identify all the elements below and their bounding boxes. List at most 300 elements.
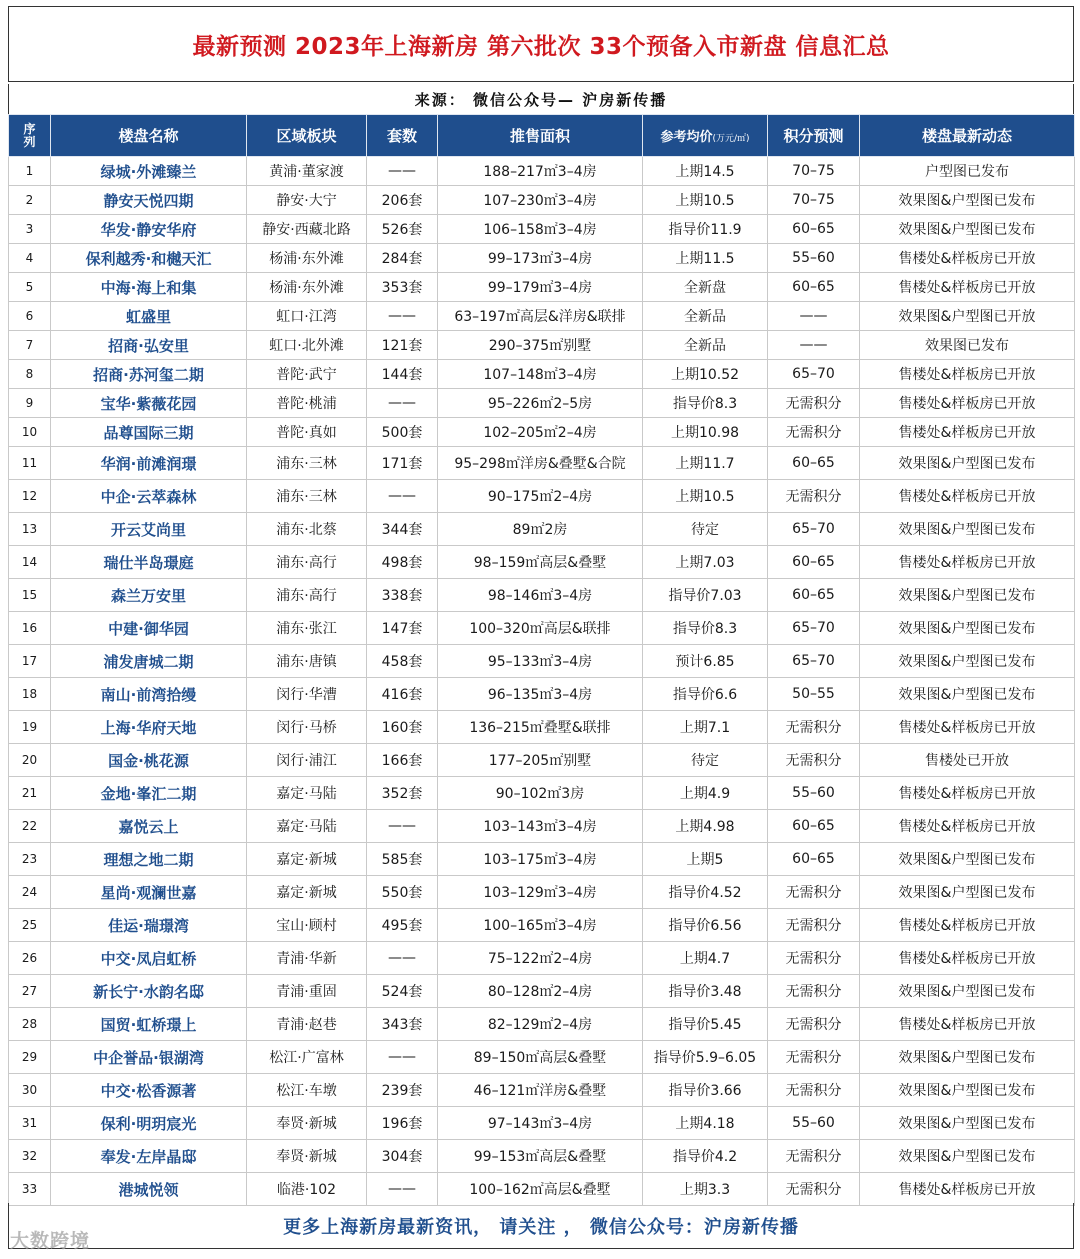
cell-area: 89–150㎡高层&叠墅: [438, 1041, 643, 1074]
cell-status: 效果图&户型图已发布: [860, 1074, 1075, 1107]
cell-district: 浦东·北蔡: [247, 513, 367, 546]
cell-price: 待定: [643, 744, 768, 777]
cell-district: 奉贤·新城: [247, 1140, 367, 1173]
title-box: [8, 6, 1074, 82]
cell-score: 50–55: [768, 678, 860, 711]
cell-score: 无需积分: [768, 1140, 860, 1173]
cell-no: 27: [9, 975, 51, 1008]
cell-no: 3: [9, 215, 51, 244]
cell-price: 指导价11.9: [643, 215, 768, 244]
cell-name: 静安天悦四期: [51, 186, 247, 215]
cell-status: 效果图&户型图已发布: [860, 186, 1075, 215]
cell-name: 理想之地二期: [51, 843, 247, 876]
cell-no: 31: [9, 1107, 51, 1140]
table-row: [9, 186, 1075, 215]
cell-units: ——: [367, 810, 438, 843]
table-row: [9, 975, 1075, 1008]
cell-area: 188–217㎡3–4房: [438, 157, 643, 186]
cell-area: 89㎡2房: [438, 513, 643, 546]
header-status: 楼盘最新动态: [860, 115, 1075, 157]
cell-units: 166套: [367, 744, 438, 777]
cell-name: 华发·静安华府: [51, 215, 247, 244]
cell-score: 70–75: [768, 157, 860, 186]
cell-name: 港城悦领: [51, 1173, 247, 1206]
cell-district: 青浦·赵巷: [247, 1008, 367, 1041]
cell-status: 效果图&户型图已发布: [860, 645, 1075, 678]
cell-no: 8: [9, 360, 51, 389]
cell-no: 16: [9, 612, 51, 645]
table-row: [9, 157, 1075, 186]
cell-units: ——: [367, 157, 438, 186]
cell-name: 浦发唐城二期: [51, 645, 247, 678]
cell-name: 中建·御华园: [51, 612, 247, 645]
table-row: [9, 513, 1075, 546]
cell-status: 效果图&户型图已发布: [860, 1107, 1075, 1140]
cell-price: 上期10.52: [643, 360, 768, 389]
cell-status: 效果图&户型图已发布: [860, 678, 1075, 711]
cell-units: 524套: [367, 975, 438, 1008]
cell-area: 98–159㎡高层&叠墅: [438, 546, 643, 579]
cell-score: 65–70: [768, 360, 860, 389]
cell-area: 46–121㎡洋房&叠墅: [438, 1074, 643, 1107]
cell-units: 416套: [367, 678, 438, 711]
cell-area: 103–129㎡3–4房: [438, 876, 643, 909]
cell-status: 户型图已发布: [860, 157, 1075, 186]
cell-units: 171套: [367, 447, 438, 480]
cell-status: 售楼处&样板房已开放: [860, 1173, 1075, 1206]
cell-name: 国贸·虹桥璟上: [51, 1008, 247, 1041]
header-name: 楼盘名称: [51, 115, 247, 157]
cell-area: 102–205㎡2–4房: [438, 418, 643, 447]
cell-name: 中企·云萃森林: [51, 480, 247, 513]
cell-status: 效果图&户型图已发布: [860, 843, 1075, 876]
cell-status: 效果图&户型图已开放: [860, 302, 1075, 331]
cell-area: 90–175㎡2–4房: [438, 480, 643, 513]
cell-units: ——: [367, 1173, 438, 1206]
cell-status: 效果图&户型图已发布: [860, 447, 1075, 480]
cell-price: 指导价4.2: [643, 1140, 768, 1173]
cell-district: 临港·102: [247, 1173, 367, 1206]
table-row: [9, 302, 1075, 331]
cell-area: 103–143㎡3–4房: [438, 810, 643, 843]
cell-status: 效果图&户型图已发布: [860, 876, 1075, 909]
cell-no: 33: [9, 1173, 51, 1206]
cell-units: 144套: [367, 360, 438, 389]
cell-no: 29: [9, 1041, 51, 1074]
cell-score: 65–70: [768, 645, 860, 678]
cell-units: 352套: [367, 777, 438, 810]
cell-status: 售楼处&样板房已开放: [860, 546, 1075, 579]
cell-no: 20: [9, 744, 51, 777]
cell-score: 60–65: [768, 273, 860, 302]
cell-score: 无需积分: [768, 711, 860, 744]
cell-area: 100–162㎡高层&叠墅: [438, 1173, 643, 1206]
cell-name: 金地·峯汇二期: [51, 777, 247, 810]
cell-price: 上期7.1: [643, 711, 768, 744]
cell-price: 指导价3.48: [643, 975, 768, 1008]
cell-units: 196套: [367, 1107, 438, 1140]
cell-no: 28: [9, 1008, 51, 1041]
table-row: [9, 215, 1075, 244]
cell-name: 中交·凤启虹桥: [51, 942, 247, 975]
cell-score: 无需积分: [768, 1173, 860, 1206]
cell-score: 无需积分: [768, 418, 860, 447]
table-row: [9, 1008, 1075, 1041]
cell-name: 保利越秀·和樾天汇: [51, 244, 247, 273]
table-row: [9, 876, 1075, 909]
cell-score: 无需积分: [768, 744, 860, 777]
cell-area: 75–122㎡2–4房: [438, 942, 643, 975]
cell-name: 中交·松香源著: [51, 1074, 247, 1107]
cell-status: 效果图已发布: [860, 331, 1075, 360]
cell-score: 无需积分: [768, 942, 860, 975]
table-row: [9, 546, 1075, 579]
header-area: 推售面积: [438, 115, 643, 157]
cell-price: 指导价6.56: [643, 909, 768, 942]
table-row: [9, 777, 1075, 810]
table-row: [9, 843, 1075, 876]
table-row: [9, 418, 1075, 447]
cell-district: 黄浦·董家渡: [247, 157, 367, 186]
cell-score: 55–60: [768, 244, 860, 273]
cell-district: 普陀·桃浦: [247, 389, 367, 418]
cell-status: 售楼处&样板房已开放: [860, 244, 1075, 273]
source-line: 来源： 微信公众号— 沪房新传播: [8, 84, 1074, 114]
cell-no: 13: [9, 513, 51, 546]
cell-no: 9: [9, 389, 51, 418]
cell-price: 上期10.5: [643, 186, 768, 215]
cell-score: 60–65: [768, 215, 860, 244]
table-row: [9, 331, 1075, 360]
cell-name: 上海·华府天地: [51, 711, 247, 744]
cell-district: 闵行·华漕: [247, 678, 367, 711]
cell-district: 杨浦·东外滩: [247, 273, 367, 302]
table-body: [9, 157, 1075, 1206]
cell-status: 售楼处&样板房已开放: [860, 418, 1075, 447]
cell-price: 上期10.98: [643, 418, 768, 447]
cell-units: 344套: [367, 513, 438, 546]
cell-district: 嘉定·马陆: [247, 810, 367, 843]
cell-price: 指导价5.9–6.05: [643, 1041, 768, 1074]
table-row: [9, 645, 1075, 678]
cell-no: 21: [9, 777, 51, 810]
cell-area: 95–133㎡3–4房: [438, 645, 643, 678]
cell-price: 上期3.3: [643, 1173, 768, 1206]
cell-no: 14: [9, 546, 51, 579]
cell-area: 82–129㎡2–4房: [438, 1008, 643, 1041]
cell-score: 60–65: [768, 579, 860, 612]
cell-area: 95–298㎡洋房&叠墅&合院: [438, 447, 643, 480]
cell-units: 343套: [367, 1008, 438, 1041]
cell-status: 效果图&户型图已发布: [860, 1041, 1075, 1074]
cell-no: 22: [9, 810, 51, 843]
header-row: [9, 115, 1075, 157]
cell-district: 闵行·马桥: [247, 711, 367, 744]
cell-score: 无需积分: [768, 1008, 860, 1041]
cell-status: 售楼处&样板房已开放: [860, 1008, 1075, 1041]
cell-units: 304套: [367, 1140, 438, 1173]
cell-no: 2: [9, 186, 51, 215]
cell-no: 17: [9, 645, 51, 678]
cell-units: 495套: [367, 909, 438, 942]
cell-score: 无需积分: [768, 876, 860, 909]
header-no: 序 列: [9, 115, 51, 157]
header-district: 区域板块: [247, 115, 367, 157]
cell-status: 效果图&户型图已发布: [860, 513, 1075, 546]
table-row: [9, 1140, 1075, 1173]
cell-score: ——: [768, 331, 860, 360]
cell-no: 10: [9, 418, 51, 447]
cell-name: 瑞仕半岛璟庭: [51, 546, 247, 579]
table-row: [9, 1074, 1075, 1107]
cell-score: 无需积分: [768, 909, 860, 942]
cell-price: 指导价3.66: [643, 1074, 768, 1107]
cell-status: 效果图&户型图已发布: [860, 975, 1075, 1008]
cell-district: 嘉定·马陆: [247, 777, 367, 810]
cell-area: 103–175㎡3–4房: [438, 843, 643, 876]
cell-price: 上期7.03: [643, 546, 768, 579]
cell-score: 60–65: [768, 447, 860, 480]
cell-units: 526套: [367, 215, 438, 244]
cell-units: ——: [367, 942, 438, 975]
cell-score: 60–65: [768, 810, 860, 843]
cell-price: 上期4.18: [643, 1107, 768, 1140]
table-row: [9, 480, 1075, 513]
cell-area: 290–375㎡别墅: [438, 331, 643, 360]
cell-name: 森兰万安里: [51, 579, 247, 612]
table-row: [9, 273, 1075, 302]
cell-no: 24: [9, 876, 51, 909]
cell-price: 上期10.5: [643, 480, 768, 513]
cell-score: 60–65: [768, 546, 860, 579]
cell-area: 106–158㎡3–4房: [438, 215, 643, 244]
cell-name: 华润·前滩润璟: [51, 447, 247, 480]
cell-district: 浦东·三林: [247, 480, 367, 513]
cell-area: 98–146㎡3–4房: [438, 579, 643, 612]
cell-area: 99–179㎡3–4房: [438, 273, 643, 302]
header-price: 参考均价(万元/㎡): [643, 115, 768, 157]
cell-district: 青浦·重固: [247, 975, 367, 1008]
cell-area: 96–135㎡3–4房: [438, 678, 643, 711]
cell-district: 浦东·高行: [247, 579, 367, 612]
cell-district: 浦东·高行: [247, 546, 367, 579]
table-row: [9, 612, 1075, 645]
cell-name: 品尊国际三期: [51, 418, 247, 447]
cell-area: 97–143㎡3–4房: [438, 1107, 643, 1140]
cell-area: 107–230㎡3–4房: [438, 186, 643, 215]
cell-district: 青浦·华新: [247, 942, 367, 975]
cell-status: 售楼处&样板房已开放: [860, 810, 1075, 843]
cell-no: 19: [9, 711, 51, 744]
cell-status: 售楼处&样板房已开放: [860, 909, 1075, 942]
cell-no: 25: [9, 909, 51, 942]
cell-units: ——: [367, 480, 438, 513]
cell-price: 上期4.7: [643, 942, 768, 975]
cell-area: 90–102㎡3房: [438, 777, 643, 810]
cell-status: 售楼处&样板房已开放: [860, 273, 1075, 302]
cell-no: 1: [9, 157, 51, 186]
cell-district: 松江·车墩: [247, 1074, 367, 1107]
cell-no: 5: [9, 273, 51, 302]
cell-area: 80–128㎡2–4房: [438, 975, 643, 1008]
cell-name: 招商·苏河玺二期: [51, 360, 247, 389]
listing-table: [8, 114, 1075, 1206]
cell-district: 松江·广富林: [247, 1041, 367, 1074]
cell-no: 11: [9, 447, 51, 480]
cell-units: 550套: [367, 876, 438, 909]
cell-no: 12: [9, 480, 51, 513]
cell-score: 无需积分: [768, 1074, 860, 1107]
cell-status: 效果图&户型图已发布: [860, 612, 1075, 645]
cell-area: 99–153㎡高层&叠墅: [438, 1140, 643, 1173]
cell-units: 284套: [367, 244, 438, 273]
cell-area: 100–165㎡3–4房: [438, 909, 643, 942]
cell-no: 32: [9, 1140, 51, 1173]
cell-units: 121套: [367, 331, 438, 360]
cell-score: 65–70: [768, 612, 860, 645]
cell-name: 佳运·瑞璟湾: [51, 909, 247, 942]
cell-units: ——: [367, 302, 438, 331]
cell-area: 136–215㎡叠墅&联排: [438, 711, 643, 744]
table-row: [9, 360, 1075, 389]
cell-units: 160套: [367, 711, 438, 744]
cell-area: 99–173㎡3–4房: [438, 244, 643, 273]
cell-price: 预计6.85: [643, 645, 768, 678]
cell-price: 待定: [643, 513, 768, 546]
cell-price: 上期14.5: [643, 157, 768, 186]
cell-name: 中海·海上和集: [51, 273, 247, 302]
cell-price: 全新品: [643, 331, 768, 360]
cell-district: 普陀·武宁: [247, 360, 367, 389]
cell-score: 60–65: [768, 843, 860, 876]
cell-district: 浦东·三林: [247, 447, 367, 480]
cell-price: 上期4.9: [643, 777, 768, 810]
cell-units: 239套: [367, 1074, 438, 1107]
cell-score: 无需积分: [768, 389, 860, 418]
cell-price: 指导价6.6: [643, 678, 768, 711]
table-row: [9, 389, 1075, 418]
cell-name: 南山·前湾拾缦: [51, 678, 247, 711]
watermark-text: 大数跨境: [10, 1230, 91, 1252]
cell-units: 585套: [367, 843, 438, 876]
table-row: [9, 744, 1075, 777]
table-row: [9, 810, 1075, 843]
cell-no: 4: [9, 244, 51, 273]
cell-price: 上期4.98: [643, 810, 768, 843]
table-row: [9, 678, 1075, 711]
table-row: [9, 447, 1075, 480]
cell-name: 星尚·观澜世嘉: [51, 876, 247, 909]
cell-name: 奉发·左岸晶邸: [51, 1140, 247, 1173]
cell-name: 新长宁·水韵名邸: [51, 975, 247, 1008]
cell-name: 嘉悦云上: [51, 810, 247, 843]
cell-units: ——: [367, 1041, 438, 1074]
cell-no: 15: [9, 579, 51, 612]
cell-status: 售楼处&样板房已开放: [860, 942, 1075, 975]
cell-district: 嘉定·新城: [247, 843, 367, 876]
cell-name: 保利·明玥宸光: [51, 1107, 247, 1140]
cell-status: 售楼处&样板房已开放: [860, 389, 1075, 418]
table-row: [9, 909, 1075, 942]
table-row: [9, 244, 1075, 273]
footer-note: 更多上海新房最新资讯， 请关注 ， 微信公众号：沪房新传播: [8, 1203, 1074, 1249]
cell-area: 95–226㎡2–5房: [438, 389, 643, 418]
cell-units: 206套: [367, 186, 438, 215]
table-row: [9, 711, 1075, 744]
cell-units: 147套: [367, 612, 438, 645]
table-row: [9, 579, 1075, 612]
cell-units: 500套: [367, 418, 438, 447]
table-row: [9, 1107, 1075, 1140]
cell-status: 售楼处&样板房已开放: [860, 360, 1075, 389]
cell-price: 指导价8.3: [643, 612, 768, 645]
cell-status: 售楼处已开放: [860, 744, 1075, 777]
cell-price: 指导价4.52: [643, 876, 768, 909]
cell-name: 开云艾尚里: [51, 513, 247, 546]
cell-units: 498套: [367, 546, 438, 579]
cell-district: 浦东·唐镇: [247, 645, 367, 678]
cell-area: 177–205㎡别墅: [438, 744, 643, 777]
cell-no: 30: [9, 1074, 51, 1107]
cell-no: 23: [9, 843, 51, 876]
cell-name: 宝华·紫薇花园: [51, 389, 247, 418]
cell-price: 指导价7.03: [643, 579, 768, 612]
page-title: 最新预测 2023年上海新房 第六批次 33个预备入市新盘 信息汇总: [192, 33, 890, 60]
table-row: [9, 942, 1075, 975]
cell-district: 静安·西藏北路: [247, 215, 367, 244]
cell-district: 普陀·真如: [247, 418, 367, 447]
cell-status: 售楼处&样板房已开放: [860, 711, 1075, 744]
header-units: 套数: [367, 115, 438, 157]
cell-no: 26: [9, 942, 51, 975]
cell-status: 效果图&户型图已发布: [860, 579, 1075, 612]
cell-units: ——: [367, 389, 438, 418]
cell-name: 虹盛里: [51, 302, 247, 331]
cell-district: 杨浦·东外滩: [247, 244, 367, 273]
cell-price: 指导价5.45: [643, 1008, 768, 1041]
cell-status: 售楼处&样板房已开放: [860, 777, 1075, 810]
cell-area: 100–320㎡高层&联排: [438, 612, 643, 645]
cell-status: 售楼处&样板房已开放: [860, 480, 1075, 513]
cell-price: 上期5: [643, 843, 768, 876]
cell-area: 63–197㎡高层&洋房&联排: [438, 302, 643, 331]
cell-units: 338套: [367, 579, 438, 612]
cell-district: 静安·大宁: [247, 186, 367, 215]
cell-units: 458套: [367, 645, 438, 678]
cell-price: 上期11.5: [643, 244, 768, 273]
cell-price: 全新品: [643, 302, 768, 331]
cell-score: 70–75: [768, 186, 860, 215]
cell-status: 效果图&户型图已发布: [860, 215, 1075, 244]
cell-score: 65–70: [768, 513, 860, 546]
cell-score: ——: [768, 302, 860, 331]
cell-district: 虹口·江湾: [247, 302, 367, 331]
cell-score: 55–60: [768, 1107, 860, 1140]
header-score: 积分预测: [768, 115, 860, 157]
cell-no: 7: [9, 331, 51, 360]
cell-area: 107–148㎡3–4房: [438, 360, 643, 389]
table-row: [9, 1041, 1075, 1074]
cell-district: 奉贤·新城: [247, 1107, 367, 1140]
cell-score: 55–60: [768, 777, 860, 810]
cell-district: 宝山·顾村: [247, 909, 367, 942]
cell-district: 嘉定·新城: [247, 876, 367, 909]
cell-status: 效果图&户型图已发布: [860, 1140, 1075, 1173]
cell-name: 中企誉品·银湖湾: [51, 1041, 247, 1074]
cell-score: 无需积分: [768, 975, 860, 1008]
cell-name: 绿城·外滩臻兰: [51, 157, 247, 186]
cell-price: 上期11.7: [643, 447, 768, 480]
